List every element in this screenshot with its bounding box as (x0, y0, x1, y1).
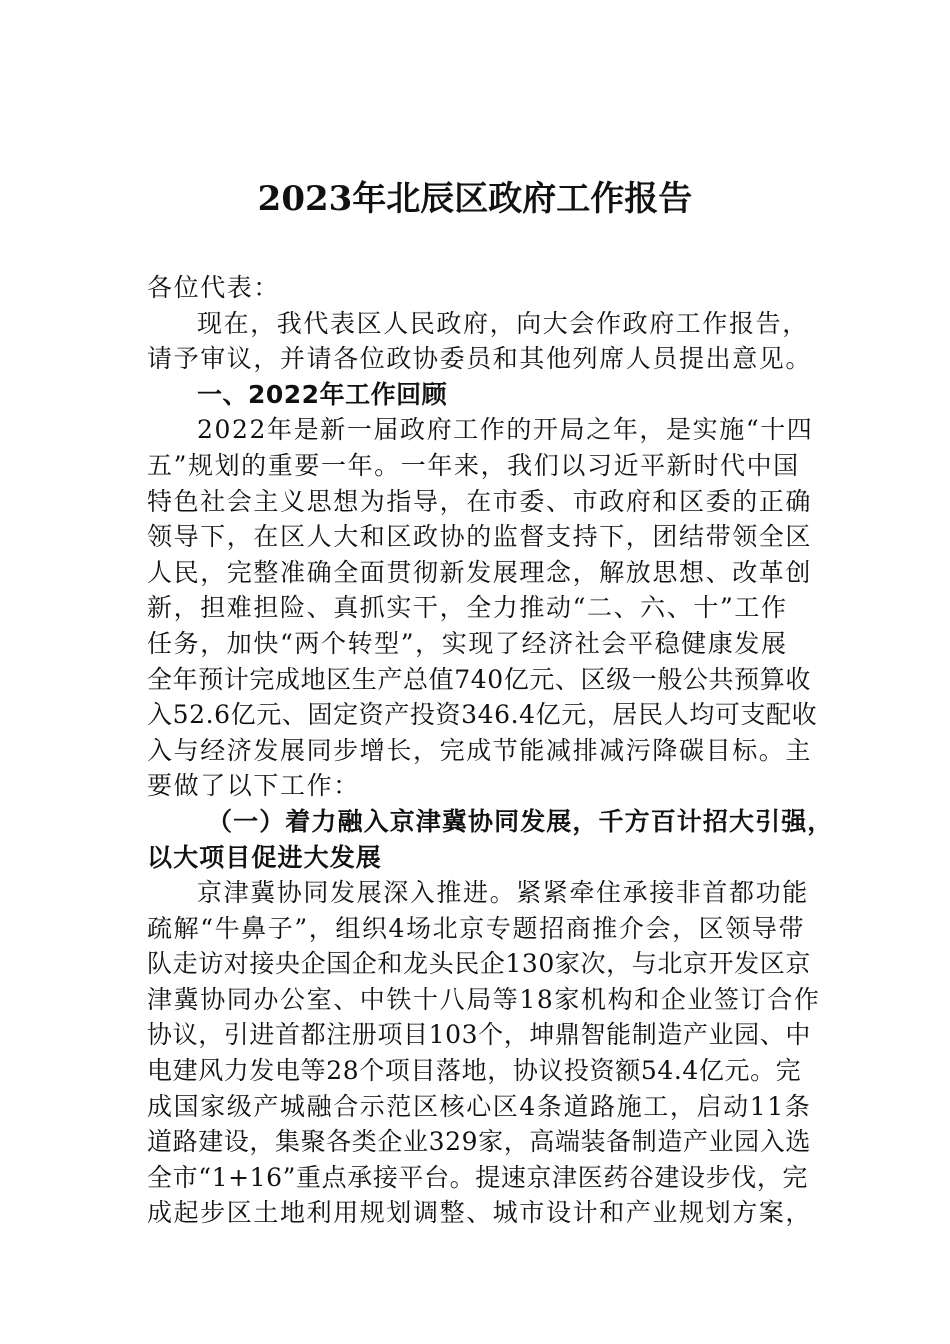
paragraph-line: 成国家级产城融合示范区核心区4条道路施工，启动11条 (147, 1091, 812, 1121)
paragraph-line: 任务，加快“两个转型”，实现了经济社会平稳健康发展 (147, 628, 788, 658)
paragraph-line: 要做了以下工作： (147, 771, 360, 801)
section-heading: 一、2022年工作回顾 (197, 379, 448, 409)
paragraph-line: 新，担难担险、真抓实干，全力推动“二、六、十”工作 (147, 593, 788, 623)
paragraph-line: 全市“1+16”重点承接平台。提速京津医药谷建设步伐，完 (147, 1162, 809, 1192)
paragraph-line: 2022年是新一届政府工作的开局之年，是实施“十四 (197, 415, 814, 445)
paragraph-line: 入52.6亿元、固定资产投资346.4亿元，居民人均可支配收 (147, 700, 818, 730)
page-title: 2023年北辰区政府工作报告 (257, 179, 693, 219)
paragraph-line: 队走访对接央企国企和龙头民企130家次，与北京开发区京 (147, 949, 811, 979)
paragraph-line: 津冀协同办公室、中铁十八局等18家机构和企业签订合作 (147, 984, 821, 1014)
report-body (147, 270, 834, 1231)
paragraph-line: 协议，引进首都注册项目103个，坤鼎智能制造产业园、中 (147, 1020, 811, 1050)
paragraph-line: 现在，我代表区人民政府，向大会作政府工作报告， (197, 308, 809, 338)
paragraph-line: 京津冀协同发展深入推进。紧紧牵住承接非首都功能 (197, 878, 809, 908)
paragraph-line: 疏解“牛鼻子”，组织4场北京专题招商推介会，区领导带 (147, 913, 806, 943)
paragraph-line: 领导下，在区人大和区政协的监督支持下，团结带领全区 (147, 522, 813, 552)
paragraph-line: 五”规划的重要一年。一年来，我们以习近平新时代中国 (147, 450, 800, 480)
paragraph-line: 全年预计完成地区生产总值740亿元、区级一般公共预算收 (147, 664, 811, 694)
paragraph-line: 请予审议，并请各位政协委员和其他列席人员提出意见。 (147, 344, 813, 374)
paragraph-line: 特色社会主义思想为指导，在市委、市政府和区委的正确 (147, 486, 813, 516)
paragraph-line: 成起步区土地利用规划调整、城市设计和产业规划方案， (147, 1198, 813, 1228)
salutation: 各位代表： (147, 273, 281, 302)
paragraph-line: 入与经济发展同步增长，完成节能减排减污降碳目标。主 (147, 735, 813, 765)
subsection-heading: 以大项目促进大发展 (147, 842, 382, 872)
paragraph-line: 人民，完整准确全面贯彻新发展理念，解放思想、改革创 (147, 557, 813, 587)
subsection-heading: （一）着力融入京津冀协同发展，千方百计招大引强， (207, 806, 834, 836)
paragraph-line: 道路建设，集聚各类企业329家，高端装备制造产业园入选 (147, 1127, 811, 1157)
paragraph-line: 电建风力发电等28个项目落地，协议投资额54.4亿元。完 (147, 1056, 802, 1086)
